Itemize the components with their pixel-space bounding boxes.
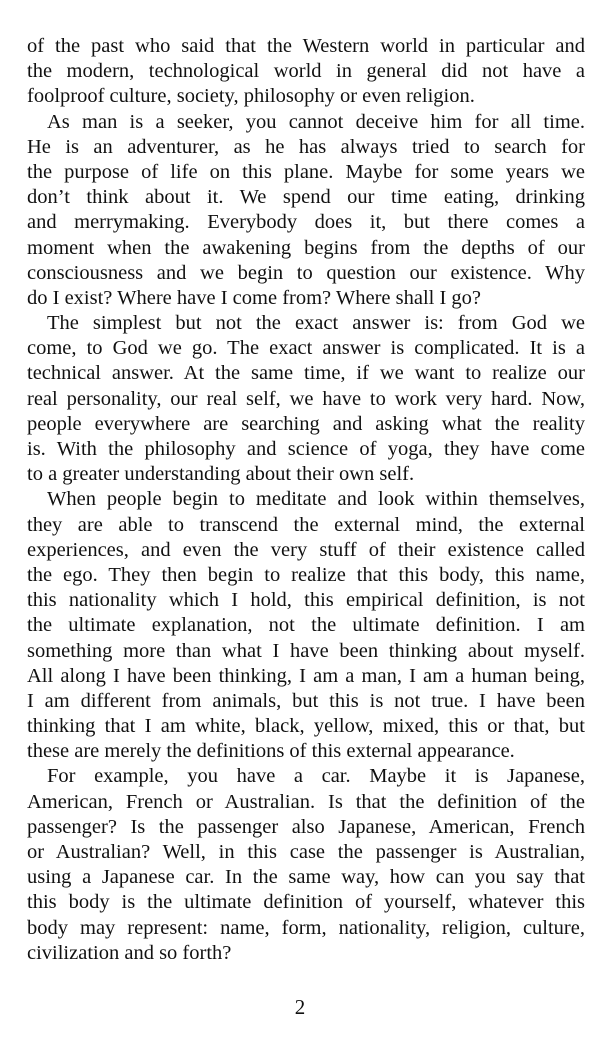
page-number: 2 [294,995,306,1019]
text-line: moment when the awakening begins from the depths of our [27,236,585,259]
paragraph [27,311,585,487]
text-line: As man is a seeker, you cannot deceive him for all time. [47,110,585,133]
text-line: the ego. They then begin to realize that this body, this name, [27,563,585,586]
text-line: something more than what I have been thinking about myself. [27,639,585,662]
text-line: consciousness and we begin to question our existence. Why [27,261,585,284]
text-line: is. With the philosophy and science of yoga, they have come [27,438,585,460]
text-line: using a Japanese car. In the same way, how can you say that [27,866,585,889]
text-line: and merrymaking. Everybody does it, but there comes a [27,211,585,234]
text-line: come, to God we go. The exact answer is complicated. It is a [27,337,585,360]
text-line: When people begin to meditate and look within themselves, [47,488,585,511]
text-line: they are able to transcend the external mind, the external [27,513,585,536]
text-line: these are merely the definitions of this external appearance. [27,740,515,763]
paragraph [27,764,585,966]
text-line: I am different from animals, but this is not true. I have been [27,689,585,712]
text-line: the purpose of life on this plane. Maybe for some years we [27,160,585,183]
text-line: this nationality which I hold, this empirical definition, is not [27,589,585,612]
text-line: this body is the ultimate definition of yourself, whatever this [27,891,585,914]
text-line: real personality, our real self, we have to work very hard. Now, [27,387,585,410]
text-line: passenger? Is the passenger also Japanese, American, French [27,815,585,838]
text-line: For example, you have a car. Maybe it is Japanese, [47,765,585,788]
text-line: civilization and so forth? [27,941,232,964]
text-line: of the past who said that the Western world in particular and [27,35,585,57]
text-line: The simplest but not the exact answer is: from God we [47,312,585,335]
text-line: to a greater understanding about their own self. [27,463,415,486]
text-line: people everywhere are searching and asking what the reality [27,412,585,435]
paragraph [27,487,585,764]
text-line: He is an adventurer, as he has always tried to search for [27,135,585,158]
text-line: All along I have been thinking, I am a man, I am a human being, [27,664,585,687]
paragraph [27,110,585,312]
paragraph [27,34,585,110]
text-line: thinking that I am white, black, yellow, mixed, this or that, but [27,715,585,738]
text-line: the modern, technological world in general did not have a [27,60,585,83]
text-line: do I exist? Where have I come from? Where shall I go? [27,286,482,309]
text-line: technical answer. At the same time, if we want to realize our [27,362,585,385]
text-line: experiences, and even the very stuff of their existence called [27,538,585,561]
text-line: body may represent: name, form, nationality, religion, culture, [27,916,585,939]
page-body [27,34,585,966]
text-line: don’t think about it. We spend our time eating, drinking [27,186,585,209]
text-line: American, French or Australian. Is that the definition of the [27,790,585,813]
text-line: or Australian? Well, in this case the passenger is Australian, [27,841,585,863]
text-line: foolproof culture, society, philosophy or even religion. [27,85,475,108]
text-line: the ultimate explanation, not the ultimate definition. I am [27,614,585,637]
